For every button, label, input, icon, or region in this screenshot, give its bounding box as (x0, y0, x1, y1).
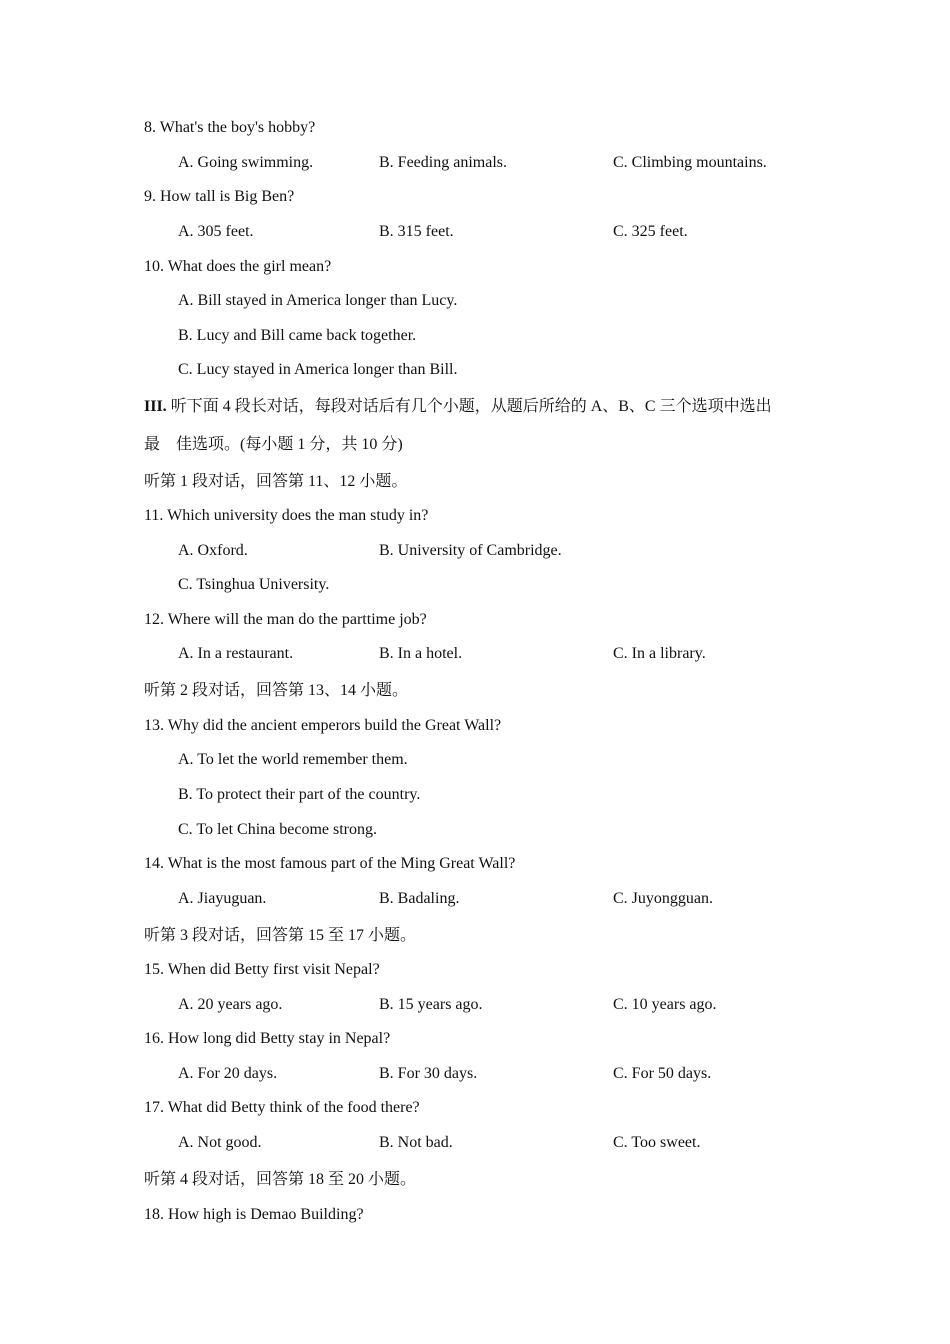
question-9: 9. How tall is Big Ben? (144, 188, 295, 205)
question-11: 11. Which university does the man study in? (144, 507, 429, 524)
q15-option-a: A. 20 years ago. (178, 996, 283, 1013)
q15-option-c: C. 10 years ago. (613, 996, 717, 1013)
q9-option-b: B. 315 feet. (379, 223, 454, 240)
section-3-title-line2: 最 佳选项。(每小题 1 分，共 10 分) (144, 436, 403, 453)
q12-option-b: B. In a hotel. (379, 645, 463, 662)
dialog-4-instruction: 听第 4 段对话，回答第 18 至 20 小题。 (144, 1171, 417, 1188)
q16-option-a: A. For 20 days. (178, 1065, 278, 1082)
section-3-title-line1: 听下面 4 段长对话，每段对话后有几个小题，从题后所给的 A、B、C 三个选项中选出 (170, 398, 772, 415)
q8-option-c: C. Climbing mountains. (613, 154, 767, 171)
question-17: 17. What did Betty think of the food there? (144, 1099, 420, 1116)
q11-option-a: A. Oxford. (178, 542, 248, 559)
q11-option-b: B. University of Cambridge. (379, 542, 562, 559)
q17-option-b: B. Not bad. (379, 1134, 453, 1151)
question-10: 10. What does the girl mean? (144, 258, 332, 275)
q17-option-a: A. Not good. (178, 1134, 262, 1151)
q9-option-c: C. 325 feet. (613, 223, 688, 240)
q15-option-b: B. 15 years ago. (379, 996, 483, 1013)
question-8: 8. What's the boy's hobby? (144, 119, 316, 136)
question-15: 15. When did Betty first visit Nepal? (144, 961, 380, 978)
q9-option-a: A. 305 feet. (178, 223, 254, 240)
q10-option-a: A. Bill stayed in America longer than Lucy. (178, 292, 458, 309)
q14-option-c: C. Juyongguan. (613, 890, 713, 907)
q8-option-b: B. Feeding animals. (379, 154, 507, 171)
q10-option-c: C. Lucy stayed in America longer than Bill. (178, 361, 458, 378)
q17-option-c: C. Too sweet. (613, 1134, 701, 1151)
q14-option-a: A. Jiayuguan. (178, 890, 267, 907)
dialog-1-instruction: 听第 1 段对话，回答第 11、12 小题。 (144, 473, 408, 490)
question-16: 16. How long did Betty stay in Nepal? (144, 1030, 391, 1047)
dialog-3-instruction: 听第 3 段对话，回答第 15 至 17 小题。 (144, 927, 417, 944)
q14-option-b: B. Badaling. (379, 890, 460, 907)
q11-option-c: C. Tsinghua University. (178, 576, 330, 593)
question-14: 14. What is the most famous part of the Ming Great Wall? (144, 855, 516, 872)
question-18: 18. How high is Demao Building? (144, 1206, 364, 1223)
q16-option-c: C. For 50 days. (613, 1065, 712, 1082)
q13-option-b: B. To protect their part of the country. (178, 786, 421, 803)
dialog-2-instruction: 听第 2 段对话，回答第 13、14 小题。 (144, 682, 409, 699)
q12-option-c: C. In a library. (613, 645, 706, 662)
q13-option-a: A. To let the world remember them. (178, 751, 408, 768)
q16-option-b: B. For 30 days. (379, 1065, 478, 1082)
section-3-number: III. (144, 398, 167, 415)
question-13: 13. Why did the ancient emperors build the Great Wall? (144, 717, 502, 734)
q10-option-b: B. Lucy and Bill came back together. (178, 327, 417, 344)
q13-option-c: C. To let China become strong. (178, 821, 377, 838)
q12-option-a: A. In a restaurant. (178, 645, 294, 662)
section-3-heading (144, 397, 772, 417)
question-12: 12. Where will the man do the parttime job? (144, 611, 427, 628)
q8-option-a: A. Going swimming. (178, 154, 314, 171)
